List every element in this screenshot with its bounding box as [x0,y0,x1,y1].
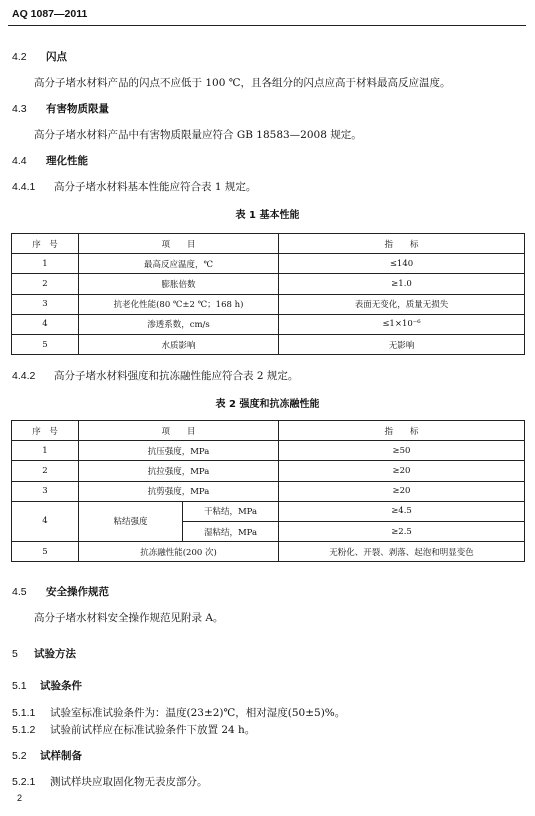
table-cell: 4 [12,501,79,541]
table-cell: ≥4.5 [279,501,525,521]
section-number: 5.2 [12,750,27,762]
section-title: 理化性能 [46,155,88,167]
table-cell: 3 [12,294,79,314]
table-cell: 无粉化、开裂、剥落、起泡和明显变色 [279,542,525,562]
table-cell: 表面无变化，质量无损失 [279,294,525,314]
section-4-5-heading [12,584,109,599]
clause-text: 测试样块应取固化物无表皮部分。 [50,776,208,788]
table-cell: 粘结强度 [79,501,183,541]
table-row [12,461,525,481]
table-2-caption: 表 2 强度和抗冻融性能 [215,399,320,410]
section-number: 5 [12,648,18,660]
table-cell: 1 [12,254,79,274]
paragraph-5-2-1 [12,774,208,789]
table-2-strength-freeze-thaw [11,420,525,562]
paragraph-4-2: 高分子堵水材料产品的闪点不应低于 100 ℃，且各组分的闪点应高于材料最高反应温度。 [34,77,451,89]
clause-text: 高分子堵水材料基本性能应符合表 1 规定。 [54,181,257,193]
table-cell: ≥20 [279,481,525,501]
section-4-3-heading [12,101,109,116]
section-title: 有害物质限量 [46,103,109,115]
clause-text: 试验室标准试验条件为：温度(23±2)℃，相对湿度(50±5)%。 [50,707,346,719]
table-row [12,294,525,314]
table-cell: 5 [12,334,79,354]
table-cell: 2 [12,274,79,294]
table-cell: 抗剪强度，MPa [79,481,279,501]
clause-text: 高分子堵水材料强度和抗冻融性能应符合表 2 规定。 [54,370,299,382]
page-number: 2 [17,793,23,803]
table-cell: ≤1×10⁻⁶ [279,314,525,334]
clause-number: 5.1.1 [12,707,36,719]
section-5-2-heading [12,748,82,763]
clause-text: 试验前试样应在标准试验条件下放置 24 h。 [50,724,256,736]
header-cell: 序 号 [12,421,79,441]
table-row [12,441,525,461]
table-row [12,254,525,274]
table-row [12,274,525,294]
header-rule [8,25,526,26]
header-cell: 指 标 [279,421,525,441]
table-1-basic-properties [11,233,525,355]
table-cell: 抗拉强度，MPa [79,461,279,481]
paragraph-4-4-1 [12,179,256,194]
section-5-heading [12,646,76,661]
section-4-2-heading [12,49,67,64]
clause-number: 4.4.1 [12,181,36,193]
table-cell: ≤140 [279,254,525,274]
document-header-id: AQ 1087—2011 [12,8,88,20]
paragraph-4-4-2 [12,368,298,383]
section-number: 4.4 [12,155,27,167]
table-cell: ≥2.5 [279,521,525,541]
table-cell: 渗透系数，cm/s [79,314,279,334]
table-cell: 膨胀倍数 [79,274,279,294]
clause-number: 4.4.2 [12,370,36,382]
paragraph-4-5: 高分子堵水材料安全操作规范见附录 A。 [34,612,224,624]
table-row [12,314,525,334]
header-cell: 项 目 [79,234,279,254]
table-row [12,542,525,562]
clause-number: 5.2.1 [12,776,36,788]
table-cell: 抗老化性能(80 ℃±2 ℃；168 h) [79,294,279,314]
table-cell: 最高反应温度，℃ [79,254,279,274]
section-number: 5.1 [12,680,27,692]
section-title: 闪点 [46,51,67,63]
table-row [12,481,525,501]
paragraph-5-1-1 [12,705,345,720]
header-cell: 序 号 [12,234,79,254]
table-cell: ≥50 [279,441,525,461]
table-cell: 3 [12,481,79,501]
section-number: 4.2 [12,51,27,63]
table-header-row [12,421,525,441]
section-number: 4.5 [12,586,27,598]
table-cell: 抗冻融性能(200 次) [79,542,279,562]
section-title: 安全操作规范 [46,586,109,598]
table-cell: 2 [12,461,79,481]
table-cell: 4 [12,314,79,334]
table-row [12,334,525,354]
section-4-4-heading [12,153,88,168]
table-cell: 抗压强度，MPa [79,441,279,461]
table-1-caption: 表 1 基本性能 [235,210,300,221]
paragraph-5-1-2 [12,722,255,737]
paragraph-4-3: 高分子堵水材料产品中有害物质限量应符合 GB 18583—2008 规定。 [34,129,362,141]
table-cell: 无影响 [279,334,525,354]
table-cell: ≥20 [279,461,525,481]
table-row [12,501,525,521]
section-5-1-heading [12,678,82,693]
section-number: 4.3 [12,103,27,115]
section-title: 试样制备 [40,750,82,762]
header-cell: 指 标 [279,234,525,254]
table-cell: 水质影响 [79,334,279,354]
table-cell: 5 [12,542,79,562]
table-header-row [12,234,525,254]
section-title: 试验条件 [40,680,82,692]
clause-number: 5.1.2 [12,724,36,736]
table-cell: 干粘结，MPa [183,501,279,521]
table-cell: 湿粘结，MPa [183,521,279,541]
section-title: 试验方法 [34,648,76,660]
header-cell: 项 目 [79,421,279,441]
table-cell: ≥1.0 [279,274,525,294]
table-cell: 1 [12,441,79,461]
